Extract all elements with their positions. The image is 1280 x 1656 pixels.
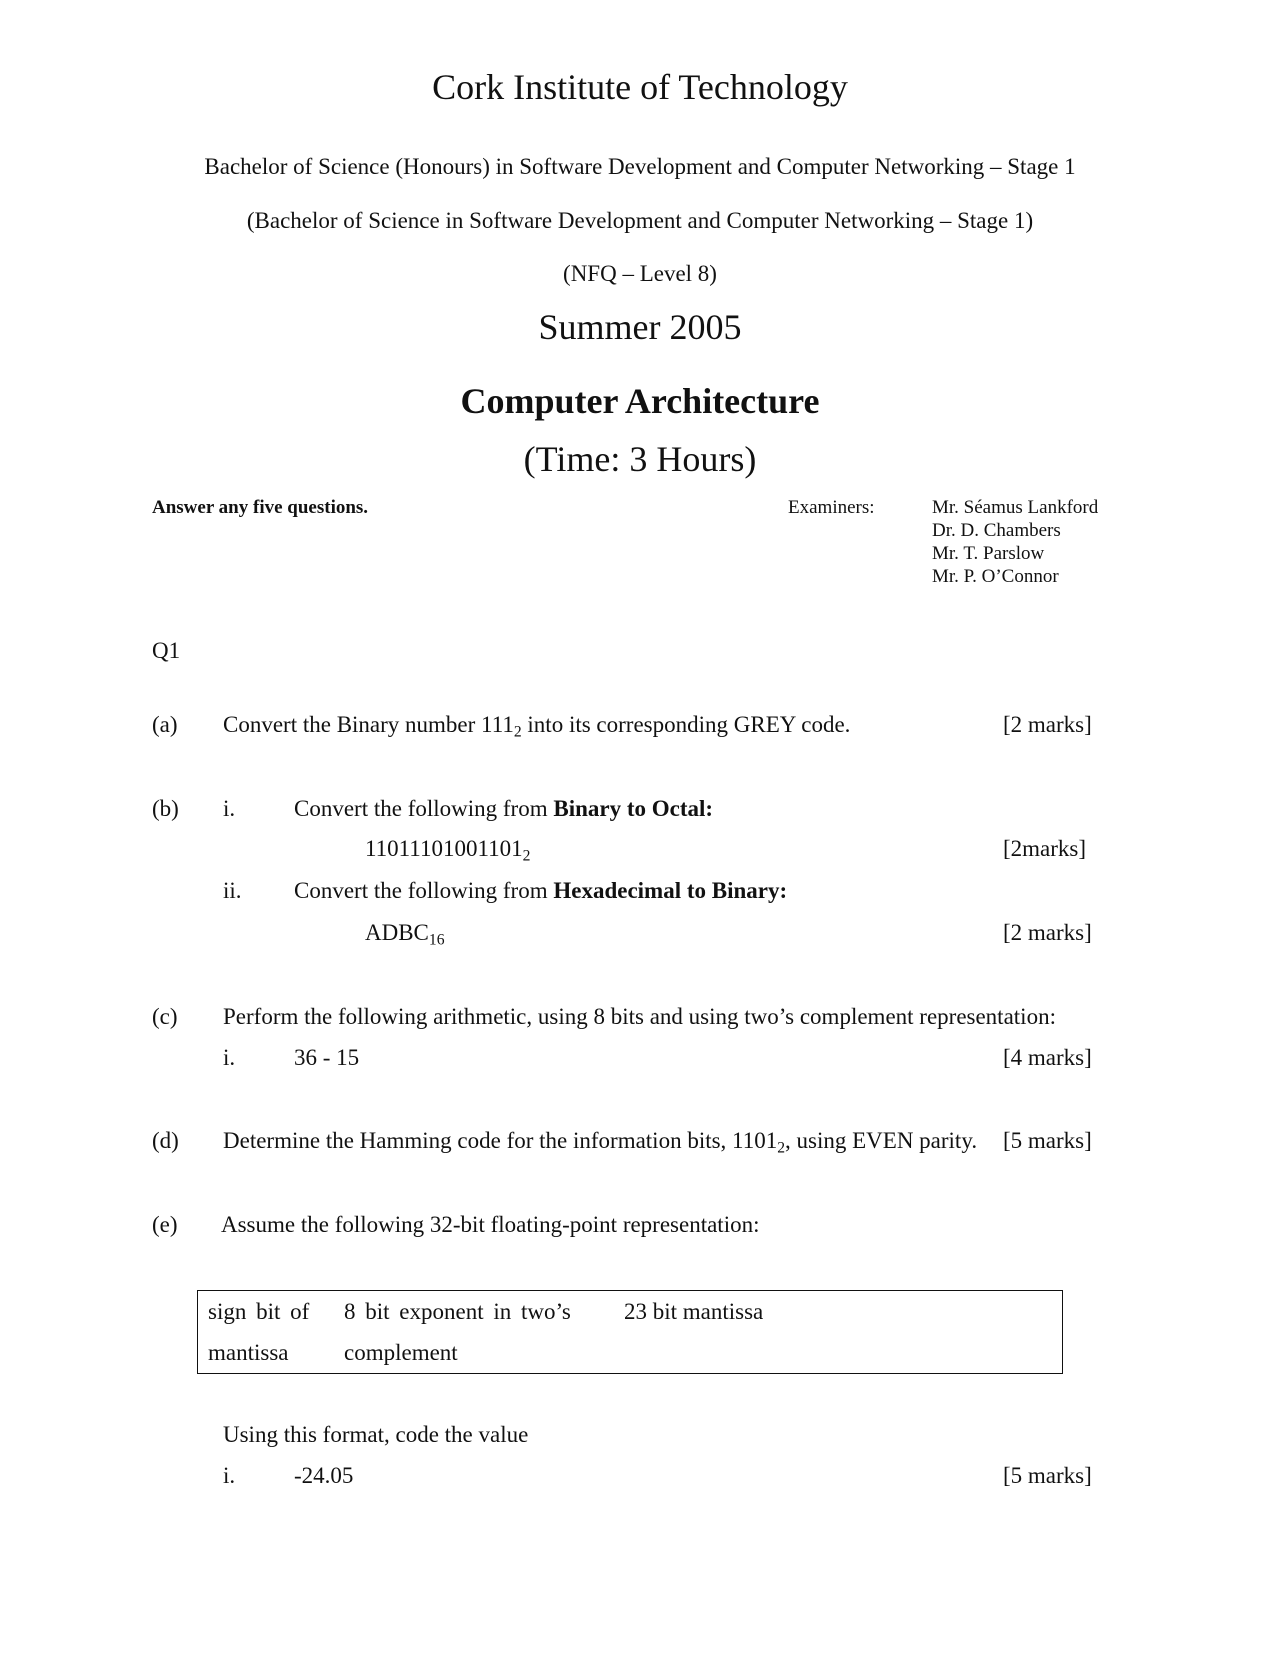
subpart-label: i. (223, 1463, 236, 1488)
part-label-b: (b) (152, 796, 179, 821)
part-c-text: Perform the following arithmetic, using 8 bits and using two’s complement representation: (223, 1004, 1056, 1029)
course-title: Computer Architecture (460, 381, 820, 421)
table-cell-exponent-2: complement (344, 1340, 458, 1365)
exam-duration: (Time: 3 Hours) (523, 439, 757, 479)
table-cell-sign-bit-2: mantissa (208, 1340, 289, 1365)
part-a-text: Convert the Binary number $111_2$ into its corresponding GREY code. (223, 712, 851, 741)
floating-point-format-table (197, 1290, 1063, 1374)
marks-e: [5 marks] (1003, 1463, 1092, 1488)
nfq-level: (NFQ – Level 8) (563, 261, 717, 286)
marks-b-i: [2marks] (1003, 836, 1087, 861)
table-cell-mantissa: 23 bit mantissa (624, 1299, 764, 1324)
value-to-code: -24.05 (294, 1463, 354, 1488)
question-label: Q1 (152, 638, 181, 663)
examiner-name: Mr. Séamus Lankford (932, 497, 1099, 518)
programme-ordinary: (Bachelor of Science in Software Development and Computer Networking – Stage 1) (246, 208, 1034, 233)
examiner-name: Dr. D. Chambers (932, 520, 1061, 541)
subpart-label: ii. (223, 878, 242, 903)
exam-season: Summer 2005 (538, 307, 742, 347)
examiners-label: Examiners: (788, 497, 875, 518)
table-cell-sign-bit: sign bit of (208, 1299, 310, 1324)
marks-b-ii: [2 marks] (1003, 920, 1092, 945)
binary-value: $11011101001101_2$ (365, 836, 531, 865)
arithmetic-expression: 36 - 15 (294, 1045, 360, 1070)
hex-value: $ADBC_{16}$ (365, 920, 445, 949)
part-label-a: (a) (152, 712, 178, 737)
examiner-name: Mr. T. Parslow (932, 543, 1045, 564)
subpart-label: i. (223, 796, 236, 821)
institution-title: Cork Institute of Technology (432, 67, 848, 107)
programme-honours: Bachelor of Science (Honours) in Software Development and Computer Networking – Stage 1 (204, 154, 1076, 179)
part-label-c: (c) (152, 1004, 178, 1029)
table-cell-exponent: 8 bit exponent in two’s (344, 1299, 571, 1324)
marks-c: [4 marks] (1003, 1045, 1092, 1070)
part-b-i-text: Convert the following from Binary to Octal: (294, 796, 714, 821)
instructions: Answer any five questions. (152, 497, 369, 518)
part-label-d: (d) (152, 1128, 179, 1153)
part-e-text: Assume the following 32-bit floating-point representation: (221, 1212, 760, 1237)
part-label-e: (e) (152, 1212, 178, 1237)
using-format-text: Using this format, code the value (223, 1422, 529, 1447)
marks-d: [5 marks] (1003, 1128, 1092, 1153)
marks-a: [2 marks] (1003, 712, 1092, 737)
subpart-label: i. (223, 1045, 236, 1070)
part-b-ii-text: Convert the following from Hexadecimal to Binary: (294, 878, 788, 903)
part-d-text: Determine the Hamming code for the information bits, $1101_2$, using EVEN parity. (223, 1128, 978, 1157)
examiner-name: Mr. P. O’Connor (932, 566, 1059, 587)
